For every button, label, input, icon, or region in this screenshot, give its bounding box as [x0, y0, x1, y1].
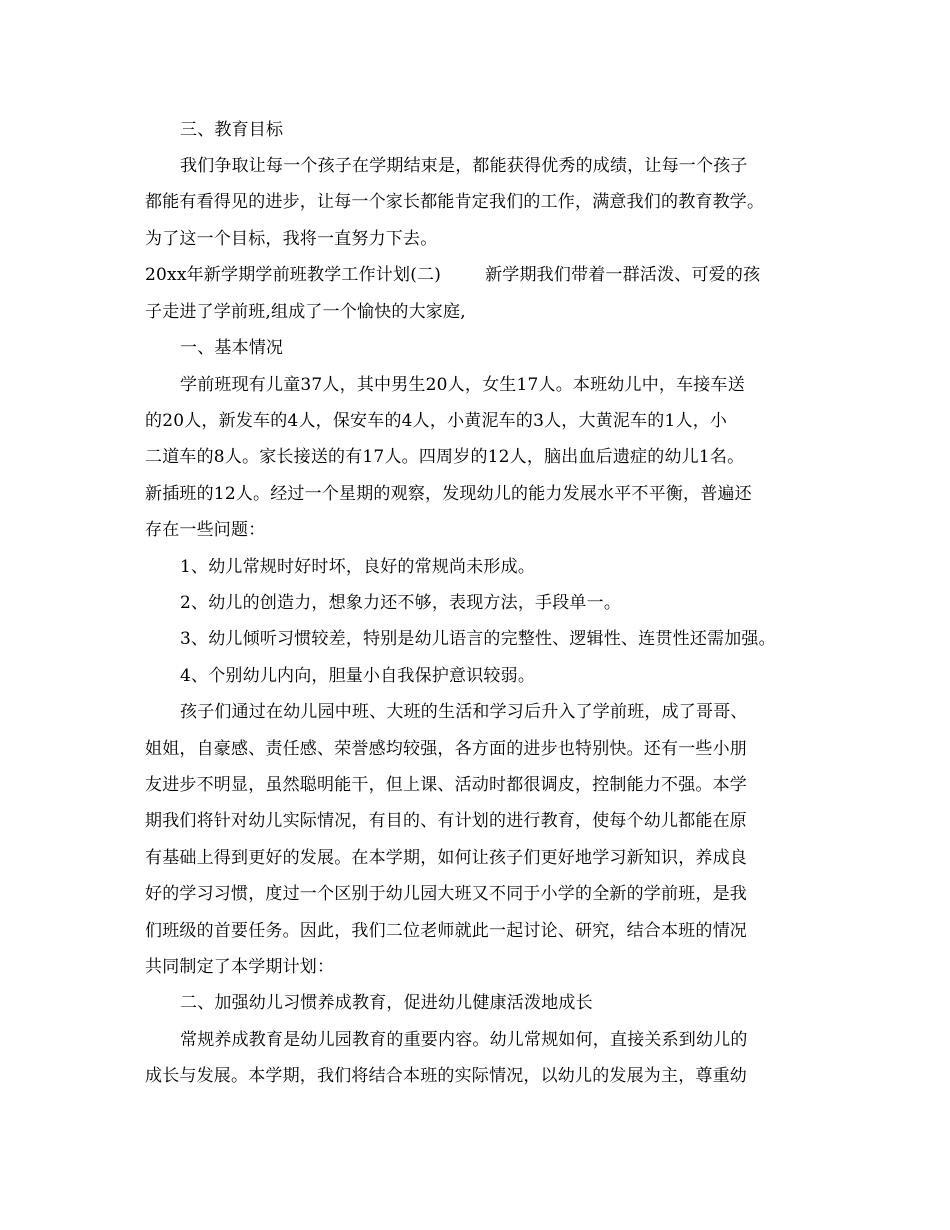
paragraph-line: 学前班现有儿童37人，其中男生20人，女生17人。本班幼儿中，车接车送 [180, 375, 745, 395]
paragraph-line: 的20人，新发车的4人，保安车的4人，小黄泥车的3人，大黄泥车的1人，小 [145, 411, 728, 431]
list-item: 3、幼儿倾听习惯较差，特别是幼儿语言的完整性、逻辑性、连贯性还需加强。 [180, 629, 776, 649]
paragraph-line: 期我们将针对幼儿实际情况，有目的、有计划的进行教育，使每个幼儿都能在原 [145, 811, 747, 831]
paragraph-line: 为了这一个目标，我将一直努力下去。 [145, 229, 438, 249]
paragraph-line: 都能有看得见的进步，让每一个家长都能肯定我们的工作，满意我们的教育教学。 [145, 192, 765, 212]
paragraph-line: 们班级的首要任务。因此，我们二位老师就此一起讨论、研究，结合本班的情况 [145, 921, 747, 941]
paragraph-line: 新插班的12人。经过一个星期的观察，发现幼儿的能力发展水平不平衡，普遍还 [145, 484, 752, 504]
document-title: 20xx年新学期学前班教学工作计划(二) [145, 265, 442, 285]
paragraph-line: 二道车的8人。家长接送的有17人。四周岁的12人，脑出血后遗症的幼儿1名。 [145, 447, 745, 467]
paragraph-line: 我们争取让每一个孩子在学期结束是，都能获得优秀的成绩，让每一个孩子 [180, 156, 748, 176]
section-heading-education-goals: 三、教育目标 [180, 120, 284, 140]
paragraph-line: 好的学习习惯，度过一个区别于幼儿园大班又不同于小学的全新的学前班，是我 [145, 884, 747, 904]
document-title-line [145, 264, 760, 286]
list-item: 2、幼儿的创造力，想象力还不够，表现方法，手段单一。 [180, 593, 622, 613]
paragraph-line: 存在一些问题： [145, 520, 266, 540]
paragraph-line: 共同制定了本学期计划： [145, 957, 335, 977]
section-heading-basic-situation: 一、基本情况 [180, 338, 284, 358]
paragraph-line: 有基础上得到更好的发展。在本学期，如何让孩子们更好地学习新知识，养成良 [145, 848, 747, 868]
paragraph-line: 常规养成教育是幼儿园教育的重要内容。幼儿常规如何，直接关系到幼儿的 [180, 1030, 748, 1050]
list-item: 4、个别幼儿内向，胆量小自我保护意识较弱。 [180, 666, 536, 686]
paragraph-line: 成长与发展。本学期，我们将结合本班的实际情况，以幼儿的发展为主，尊重幼 [145, 1066, 747, 1086]
paragraph-line: 友进步不明显，虽然聪明能干，但上课、活动时都很调皮，控制能力不强。本学 [145, 775, 747, 795]
paragraph-line: 孩子们通过在幼儿园中班、大班的生活和学习后升入了学前班，成了哥哥、 [180, 702, 748, 722]
list-item: 1、幼儿常规时好时坏，良好的常规尚未形成。 [180, 557, 536, 577]
paragraph-text: 新学期我们带着一群活泼、可爱的孩 [485, 265, 761, 285]
paragraph-line: 子走进了学前班,组成了一个愉快的大家庭, [145, 302, 466, 322]
paragraph-line: 姐姐，自豪感、责任感、荣誉感均较强，各方面的进步也特别快。还有一些小朋 [145, 739, 747, 759]
section-heading-habit-education: 二、加强幼儿习惯养成教育，促进幼儿健康活泼地成长 [180, 993, 593, 1013]
